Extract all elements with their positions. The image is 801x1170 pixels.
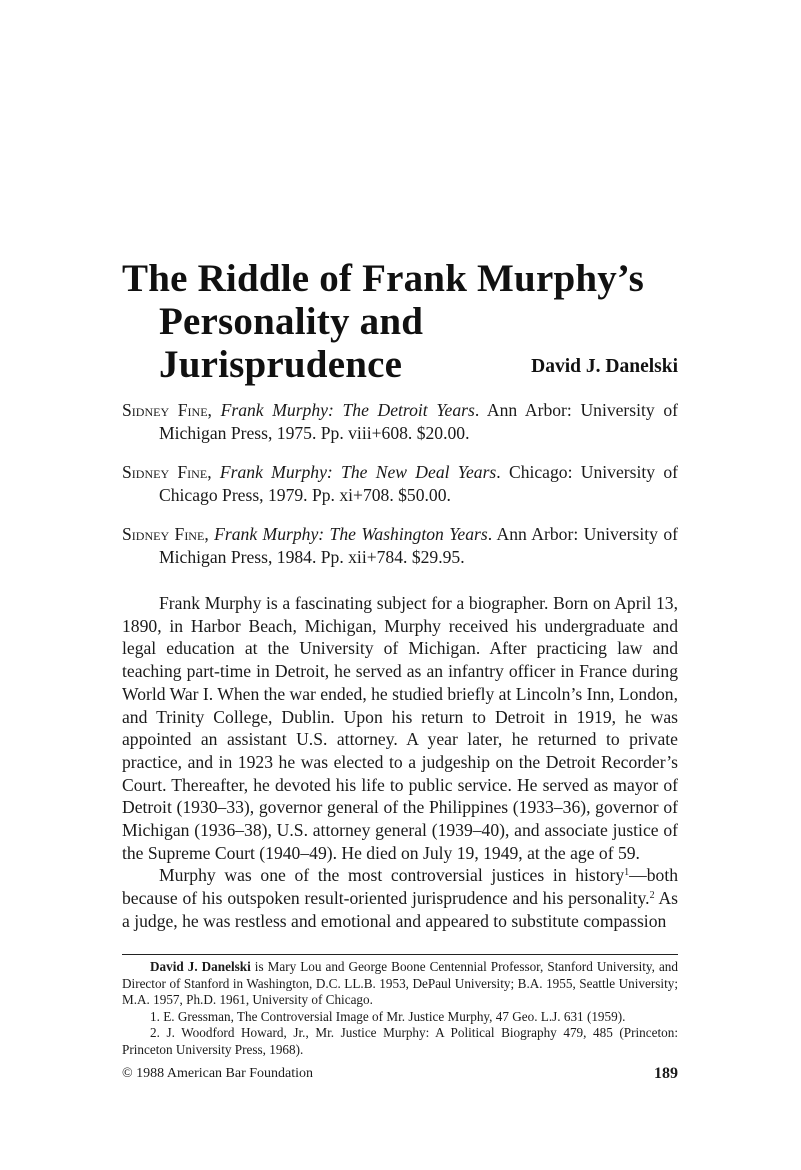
body-paragraph-2 [122,864,678,932]
book-title-prefix: Frank Murphy: [214,524,325,544]
body-paragraph-1: Frank Murphy is a fascinating subject for a biographer. Born on April 13, 1890, in Harbor Beach, Michigan, Murphy received his undergraduate and legal education at the University of Michigan. After practicing law and teaching part-time in Detroit, he served as an infantry officer in France during World War I. When the war ended, he studied briefly at Lincoln’s Inn, London, and Trinity College, Dublin. Upon his return to Detroit in 1919, he was appointed an assistant U.S. attorney. A year later, he returned to private practice, and in 1923 he was elected to a judgeship on the Detroit Recorder’s Court. Thereafter, he devoted his life to public service. He served as mayor of Detroit (1930–33), governor general of the Philippines (1933–36), governor of Michigan (1936–38), U.S. attorney general (1939–40), and associate justice of the Supreme Court (1940–49). He died on July 19, 1949, at the age of 59. [122,593,678,863]
book-title-prefix: Frank Murphy: [219,462,333,482]
book-title-sub: The New Deal Years [341,462,497,482]
article-author: David J. Danelski [531,356,678,377]
footnote-2: 2. J. Woodford Howard, Jr., Mr. Justice Murphy: A Political Biography 479, 485 (Princeton: Princeton University Press, 1968). [122,1025,678,1057]
book-publication: . Ann Arbor: University of Michigan Press, 1984. Pp. xii+784. $29.95. [159,524,678,567]
page-footer [122,1066,678,1086]
book-author: Sidney Fine [122,462,208,482]
title-line-1: The Riddle of Frank Murphy’s [122,257,645,301]
book-title-sub: The Washington Years [329,524,488,544]
books-reviewed-list [122,399,678,585]
title-line-2: Personality and [159,300,424,344]
book-title-sub: The Detroit Years [342,400,475,420]
footnotes [122,959,678,1058]
footnote-1: 1. E. Gressman, The Controversial Image of Mr. Justice Murphy, 47 Geo. L.J. 631 (1959). [150,1008,626,1024]
footnote-separator [122,954,678,955]
footnote-ref-1[interactable]: 1 [624,867,630,879]
book-title-prefix: Frank Murphy: [220,400,334,420]
book-entry-3: Sidney Fine, Frank Murphy: The Washington Years. Ann Arbor: University of Michigan Press, 1984. Pp. xii+784. $29.95. [122,524,678,567]
book-author: Sidney Fine [122,524,205,544]
book-author: Sidney Fine [122,400,208,420]
title-line-3: Jurisprudence [159,343,403,387]
author-note [122,959,678,1009]
book-publication: . Chicago: University of Chicago Press, 1979. Pp. xi+708. $50.00. [159,462,678,505]
book-entry-2: Sidney Fine, Frank Murphy: The New Deal Years. Chicago: University of Chicago Press, 1979. Pp. xi+708. $50.00. [122,462,678,505]
page-number: 189 [654,1065,678,1082]
book-entry-1: Sidney Fine, Frank Murphy: The Detroit Years. Ann Arbor: University of Michigan Press, 1975. Pp. viii+608. $20.00. [122,400,679,443]
paragraph-text: —both because of his outspoken result-oriented jurisprudence and his personality. [122,865,678,909]
copyright-notice: © 1988 American Bar Foundation [122,1066,314,1081]
footnote-ref-2[interactable]: 2 [649,890,655,902]
author-note-text: is Mary Lou and George Boone Centennial Professor, Stanford University, and Director of Stanford in Washington, D.C. LL.B. 1953, DePaul University; B.A. 1955, Seattle University; M.A. 1957, Ph.D. 1961, University of Chicago. [122,959,678,1007]
paragraph-text: As a judge, he was restless and emotional and appeared to substitute compassion [122,888,678,931]
book-publication: . Ann Arbor: University of Michigan Press, 1975. Pp. viii+608. $20.00. [159,400,679,443]
author-note-name: David J. Danelski [150,959,251,974]
paragraph-text: Murphy was one of the most controversial justices in history [159,865,625,886]
article-body [122,592,678,933]
